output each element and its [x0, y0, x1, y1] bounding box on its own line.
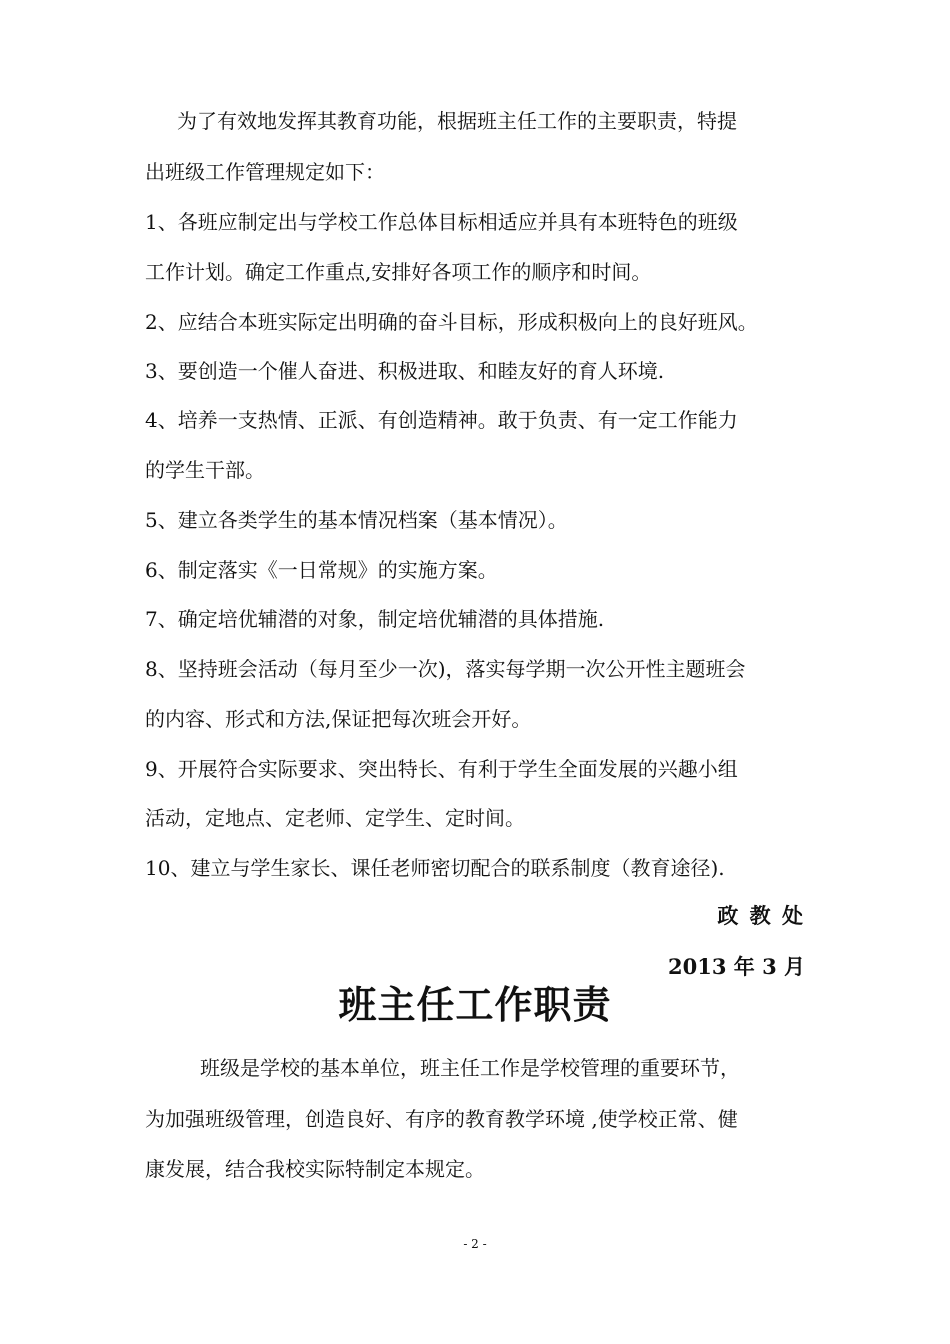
- rule-line: 的内容、形式和方法,保证把每次班会开好。: [145, 707, 532, 731]
- rule-line: 3、要创造一个催人奋进、积极进取、和睦友好的育人环境.: [145, 359, 665, 383]
- duties-line: 为加强班级管理，创造良好、有序的教育教学环境 ,使学校正常、健: [145, 1107, 738, 1131]
- duties-line: 班级是学校的基本单位，班主任工作是学校管理的重要环节，: [200, 1056, 740, 1080]
- intro-line-1: 为了有效地发挥其教育功能，根据班主任工作的主要职责，特提: [177, 109, 737, 133]
- rule-line: 2、应结合本班实际定出明确的奋斗目标，形成积极向上的良好班风。: [145, 310, 758, 334]
- duties-line: 康发展，结合我校实际特制定本规定。: [145, 1157, 485, 1181]
- rule-line: 工作计划。确定工作重点,安排好各项工作的顺序和时间。: [145, 260, 652, 284]
- rule-line: 1、各班应制定出与学校工作总体目标相适应并具有本班特色的班级: [145, 210, 738, 234]
- page-number: - 2 -: [463, 1237, 487, 1251]
- rule-line: 10、建立与学生家长、课任老师密切配合的联系制度（教育途径).: [145, 856, 725, 880]
- signature: 政 教 处: [717, 903, 805, 928]
- signature-date: 2013 年 3 月: [668, 954, 805, 979]
- rule-line: 7、确定培优辅潜的对象，制定培优辅潜的具体措施.: [145, 607, 605, 631]
- rule-line: 4、培养一支热情、正派、有创造精神。敢于负责、有一定工作能力: [145, 408, 738, 432]
- rule-line: 活动，定地点、定老师、定学生、定时间。: [145, 806, 525, 830]
- rule-line: 8、坚持班会活动（每月至少一次)，落实每学期一次公开性主题班会: [145, 657, 746, 681]
- rule-line: 9、开展符合实际要求、突出特长、有利于学生全面发展的兴趣小组: [145, 757, 738, 781]
- rule-line: 的学生干部。: [145, 458, 265, 482]
- rule-line: 5、建立各类学生的基本情况档案（基本情况）。: [145, 508, 568, 532]
- rule-line: 6、制定落实《一日常规》的实施方案。: [145, 558, 498, 582]
- section-title: 班主任工作职责: [338, 982, 612, 1027]
- intro-line-2: 出班级工作管理规定如下：: [145, 160, 385, 184]
